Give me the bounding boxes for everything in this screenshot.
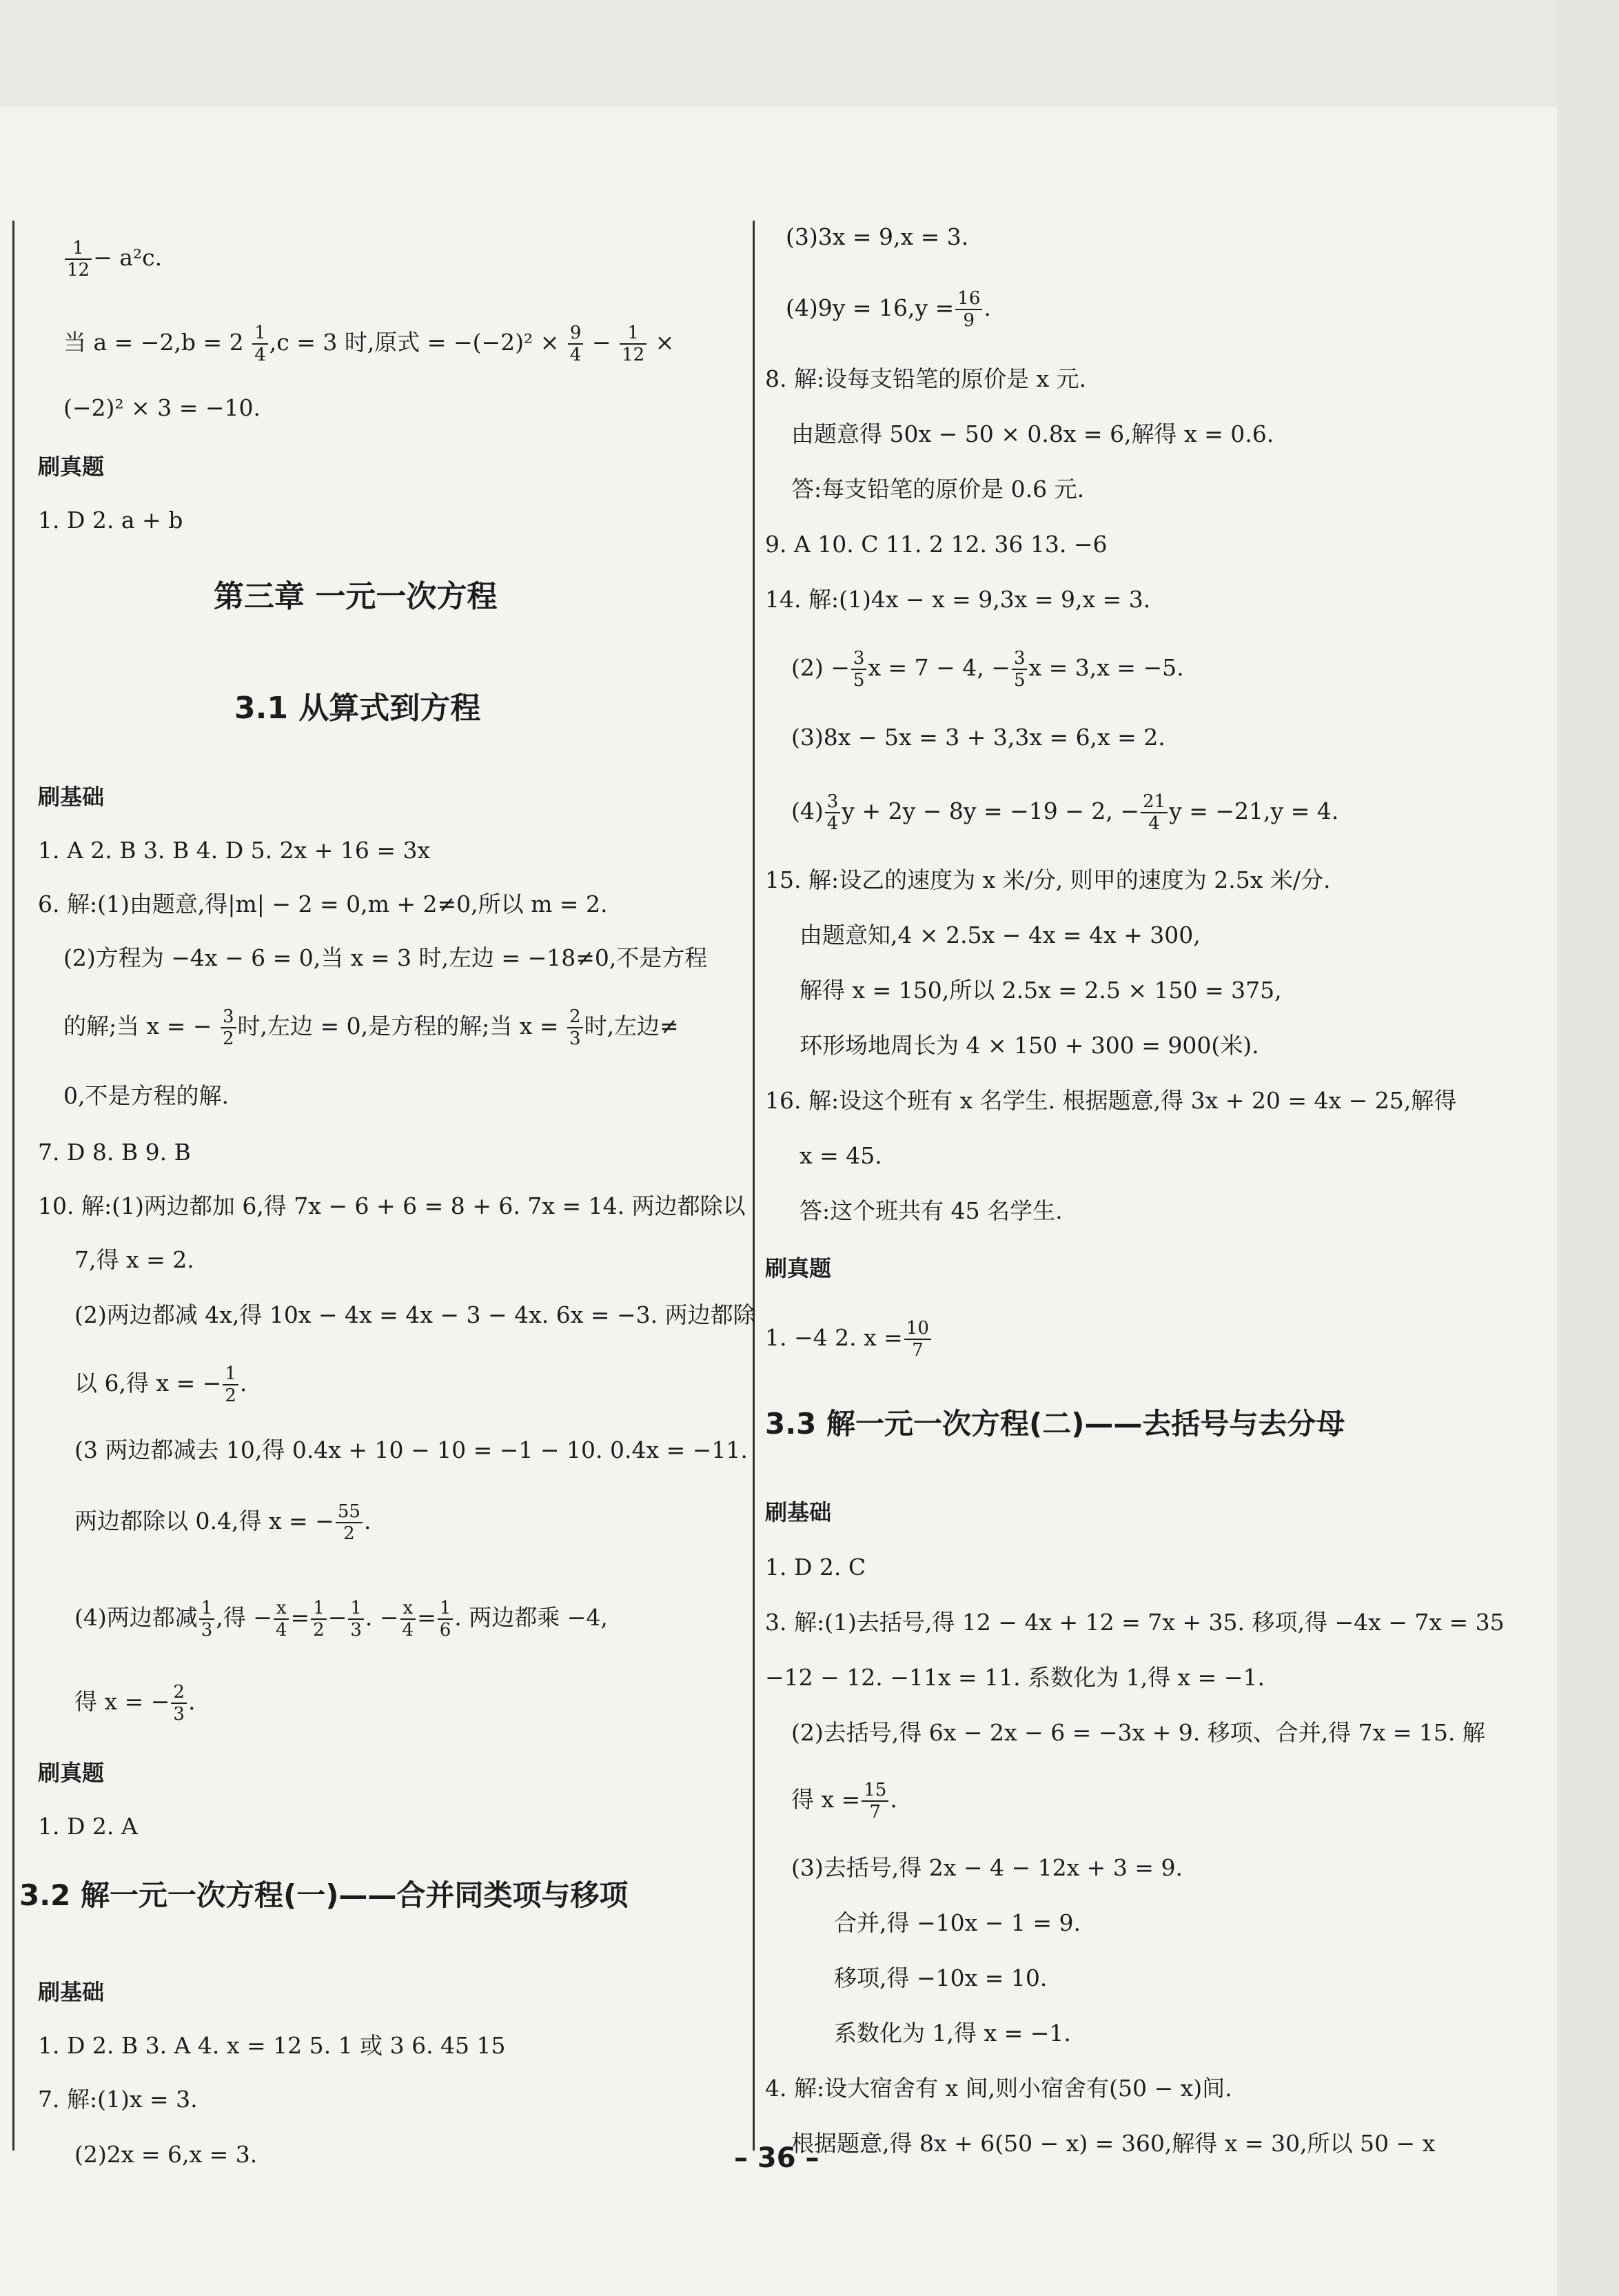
answer-line: 当 a = −2,b = 2 $\frac{1}{4}$ ,c = 3 时,原式 = −(−2)² × $\frac{9}{4}$ − $\frac{1}{12}$ ×: [63, 323, 675, 365]
answer-line: (2)两边都减 4x,得 10x − 4x = 4x − 3 − 4x. 6x = −3. 两边都除: [74, 1301, 756, 1328]
fraction: $\frac{15}{7}$: [862, 1780, 888, 1822]
answer-line: 解得 x = 150,所以 2.5x = 2.5 × 150 = 375,: [800, 977, 1282, 1004]
fraction: $\frac{1}{2}$: [311, 1598, 327, 1640]
answer-line: (4) $\frac{3}{4}$ y + 2y − 8y = −19 − 2, − $\frac{21}{4}$ y = −21,y = 4.: [791, 791, 1339, 834]
fraction: $\frac{3}{2}$: [221, 1006, 236, 1049]
answer-line: (−2)² × 3 = −10.: [63, 394, 261, 421]
answer-line: x = 45.: [800, 1142, 882, 1169]
fraction: $\frac{3}{5}$: [851, 648, 867, 691]
answer-line: 根据题意,得 8x + 6(50 − x) = 360,解得 x = 30,所以 50 − x: [791, 2130, 1436, 2157]
answer-line: 7. 解:(1)x = 3.: [38, 2086, 198, 2113]
fraction: $\frac{10}{7}$: [904, 1318, 931, 1361]
answer-line: (2) − $\frac{3}{5}$ x = 7 − 4, − $\frac{3}{5}$ x = 3,x = −5.: [791, 648, 1184, 691]
answer-line: 1. D 2. B 3. A 4. x = 12 5. 1 或 3 6. 45 15: [38, 2032, 506, 2059]
answer-line: 1. D 2. a + b: [38, 507, 183, 534]
answer-line: 答:每支铅笔的原价是 0.6 元.: [791, 476, 1085, 502]
answer-line: 16. 解:设这个班有 x 名学生. 根据题意,得 3x + 20 = 4x − 25,解得: [765, 1087, 1457, 1114]
answer-line: 得 x = $\frac{15}{7}$ .: [791, 1780, 897, 1822]
section-label: 刷真题: [38, 454, 105, 480]
fraction: $\frac{16}{9}$: [955, 288, 982, 331]
section-label: 刷基础: [38, 784, 105, 810]
fraction: $\frac{1}{3}$: [199, 1598, 215, 1640]
answer-line: 14. 解:(1)4x − x = 9,3x = 9,x = 3.: [765, 586, 1151, 613]
answer-line: 得 x = − $\frac{2}{3}$ .: [74, 1682, 196, 1725]
section-title: 3.2 解一元一次方程(一)——合并同类项与移项: [19, 1878, 629, 1912]
fraction: $\frac{1}{2}$: [223, 1363, 238, 1406]
fraction: $\frac{2}{3}$: [171, 1682, 187, 1725]
answer-line: 系数化为 1,得 x = −1.: [834, 2020, 1071, 2046]
fraction: $\frac{55}{2}$: [336, 1501, 363, 1544]
fraction: $\frac{x}{4}$: [274, 1598, 289, 1640]
section-label: 刷基础: [38, 1979, 105, 2005]
section-title: 3.3 解一元一次方程(二)——去括号与去分母: [765, 1407, 1345, 1441]
answer-line: 3. 解:(1)去括号,得 12 − 4x + 12 = 7x + 35. 移项,得 −4x − 7x = 35: [765, 1609, 1505, 1636]
scan-right-margin: [1557, 0, 1619, 2296]
fraction: $\frac{1}{12}$: [65, 238, 92, 281]
answer-line: 0,不是方程的解.: [63, 1082, 229, 1109]
answer-line: 8. 解:设每支铅笔的原价是 x 元.: [765, 365, 1087, 392]
answer-line: (3)3x = 9,x = 3.: [786, 223, 969, 250]
section-label: 刷基础: [765, 1499, 832, 1525]
answer-line: 1. D 2. C: [765, 1554, 866, 1581]
answer-line: −12 − 12. −11x = 11. 系数化为 1,得 x = −1.: [765, 1664, 1265, 1691]
answer-line: (2)2x = 6,x = 3.: [74, 2141, 258, 2168]
fraction: $\frac{21}{4}$: [1141, 791, 1168, 834]
chapter-title: 第三章 一元一次方程: [214, 579, 498, 614]
answer-line: 9. A 10. C 11. 2 12. 36 13. −6: [765, 531, 1108, 558]
answer-line: (2)去括号,得 6x − 2x − 6 = −3x + 9. 移项、合并,得 7x = 15. 解: [791, 1719, 1485, 1746]
answer-line: 答:这个班共有 45 名学生.: [800, 1197, 1063, 1224]
fraction: $\frac{1}{3}$: [348, 1598, 364, 1640]
fraction: $\frac{1}{6}$: [438, 1598, 454, 1640]
section-title: 3.1 从算式到方程: [234, 691, 481, 726]
answer-line: 1. −4 2. x = $\frac{10}{7}$: [765, 1318, 933, 1361]
left-border-line: [12, 221, 14, 2151]
section-label: 刷真题: [765, 1255, 832, 1281]
fraction: $\frac{x}{4}$: [400, 1598, 416, 1640]
fraction: $\frac{1}{12}$: [620, 323, 646, 365]
answer-line: 移项,得 −10x = 10.: [834, 1964, 1048, 1991]
answer-line: 由题意知,4 × 2.5x − 4x = 4x + 300,: [800, 922, 1201, 948]
answer-line: 环形场地周长为 4 × 150 + 300 = 900(米).: [800, 1032, 1259, 1059]
page-number: – 36 –: [734, 2142, 819, 2174]
answer-line: (3)去括号,得 2x − 4 − 12x + 3 = 9.: [791, 1854, 1183, 1881]
answer-line: 10. 解:(1)两边都加 6,得 7x − 6 + 6 = 8 + 6. 7x = 14. 两边都除以: [38, 1192, 746, 1219]
fraction: $\frac{3}{4}$: [825, 791, 841, 834]
answer-line: 由题意得 50x − 50 × 0.8x = 6,解得 x = 0.6.: [791, 420, 1274, 447]
answer-line: (2)方程为 −4x − 6 = 0,当 x = 3 时,左边 = −18≠0,不是方程: [63, 944, 708, 971]
answer-line: 1. A 2. B 3. B 4. D 5. 2x + 16 = 3x: [38, 837, 431, 864]
answer-line: 7. D 8. B 9. B: [38, 1139, 191, 1166]
scan-top-margin: [0, 0, 1619, 107]
answer-line: 1. D 2. A: [38, 1813, 138, 1840]
fraction: $\frac{2}{3}$: [567, 1006, 583, 1049]
section-label: 刷真题: [38, 1760, 105, 1786]
answer-line: $\frac{1}{12}$ − a²c.: [63, 238, 162, 281]
answer-line: 7,得 x = 2.: [74, 1246, 194, 1273]
answer-line: (3)8x − 5x = 3 + 3,3x = 6,x = 2.: [791, 724, 1165, 751]
answer-line: 两边都除以 0.4,得 x = − $\frac{55}{2}$ .: [74, 1501, 371, 1544]
answer-line: 4. 解:设大宿舍有 x 间,则小宿舍有(50 − x)间.: [765, 2075, 1232, 2102]
answer-line: 6. 解:(1)由题意,得|m| − 2 = 0,m + 2≠0,所以 m = 2.: [38, 891, 608, 917]
answer-line: 的解;当 x = − $\frac{3}{2}$ 时,左边 = 0,是方程的解;当 x = $\frac{2}{3}$ 时,左边≠: [63, 1006, 679, 1049]
answer-line: (4)两边都减 $\frac{1}{3}$ ,得 − $\frac{x}{4}$ = $\frac{1}{2}$ − $\frac{1}{3}$ . − $\frac{x}{4}$ = $\frac{1}{6}$ . 两边都乘 −4,: [74, 1598, 608, 1640]
answer-line: (3 两边都减去 10,得 0.4x + 10 − 10 = −1 − 10. 0.4x = −11.: [74, 1436, 748, 1463]
answer-line: 合并,得 −10x − 1 = 9.: [834, 1909, 1081, 1936]
answer-line: (4)9y = 16,y = $\frac{16}{9}$ .: [786, 288, 991, 331]
answer-line: 以 6,得 x = − $\frac{1}{2}$ .: [74, 1363, 247, 1406]
fraction: $\frac{9}{4}$: [568, 323, 584, 365]
fraction: $\frac{3}{5}$: [1012, 648, 1028, 691]
fraction: $\frac{1}{4}$: [252, 323, 268, 365]
column-divider: [753, 221, 755, 2151]
answer-line: 15. 解:设乙的速度为 x 米/分, 则甲的速度为 2.5x 米/分.: [765, 866, 1331, 893]
